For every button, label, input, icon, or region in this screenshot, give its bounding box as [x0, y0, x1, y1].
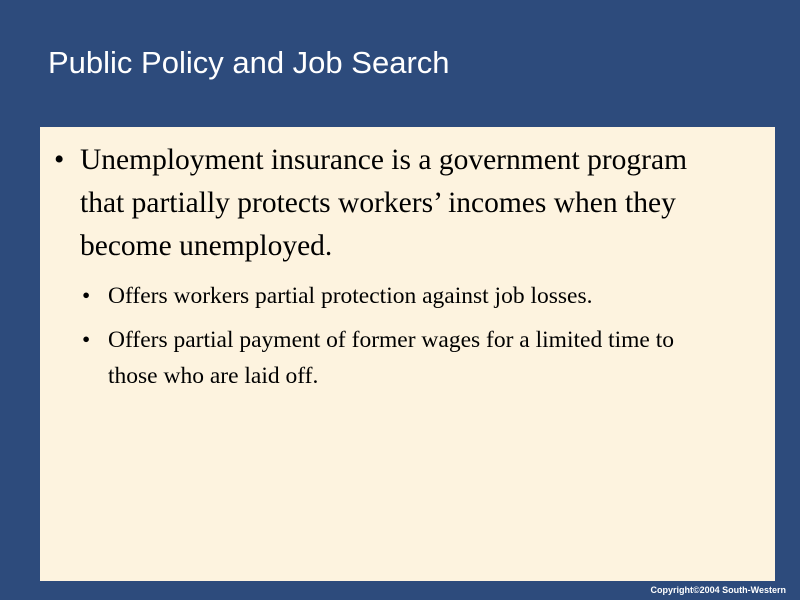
bullet-text: Unemployment insurance is a government program that partially protects workers’ incomes when they become unemployed.	[80, 144, 688, 262]
sub-bullet-list	[74, 278, 725, 394]
sub-bullet-item	[74, 322, 725, 394]
slide-title: Public Policy and Job Search	[48, 45, 450, 80]
sub-bullet-item	[74, 278, 725, 314]
sub-bullet-dot-icon: •	[82, 327, 91, 353]
sub-bullet-text: Offers workers partial protection against job losses.	[108, 283, 593, 309]
content-panel	[40, 127, 775, 581]
bullet-dot-icon: •	[54, 144, 65, 176]
copyright-notice: Copyright©2004 South-Western	[650, 585, 786, 595]
bullet-item	[40, 139, 775, 394]
sub-bullet-dot-icon: •	[82, 283, 91, 309]
bullet-list	[40, 139, 775, 394]
sub-bullet-text: Offers partial payment of former wages for a limited time to those who are laid off.	[108, 327, 674, 389]
